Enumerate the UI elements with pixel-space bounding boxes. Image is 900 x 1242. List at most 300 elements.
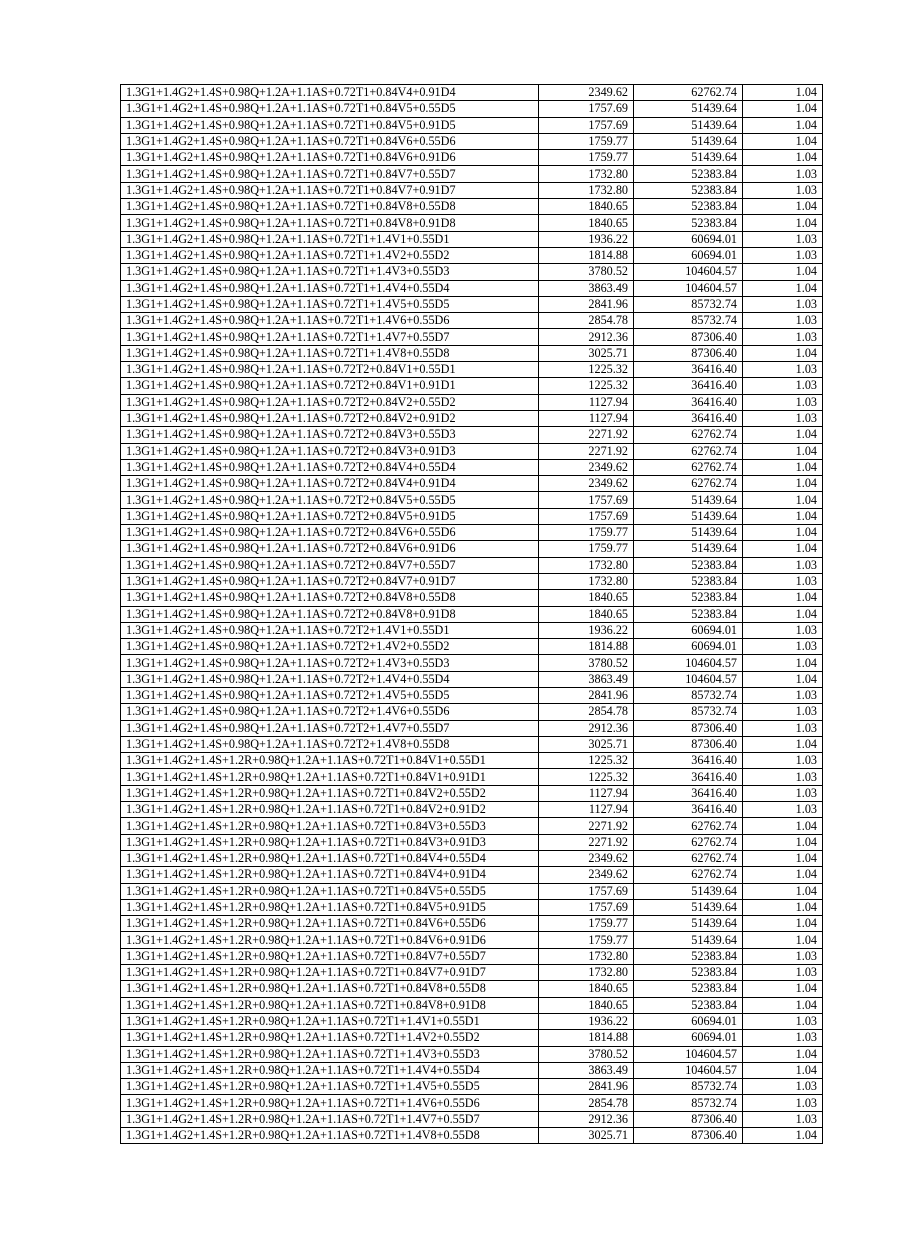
value-b-cell: 60694.01 <box>634 247 743 263</box>
combination-cell: 1.3G1+1.4G2+1.4S+1.2R+0.98Q+1.2A+1.1AS+0.72T1+1.4V7+0.55D7 <box>121 1111 539 1127</box>
table-row <box>121 1111 823 1127</box>
ratio-cell: 1.04 <box>743 590 823 606</box>
value-a-cell: 2349.62 <box>539 476 634 492</box>
ratio-cell: 1.04 <box>743 280 823 296</box>
table-row <box>121 916 823 932</box>
table-row <box>121 720 823 736</box>
value-a-cell: 3780.52 <box>539 1046 634 1062</box>
value-b-cell: 104604.57 <box>634 264 743 280</box>
value-a-cell: 1814.88 <box>539 1030 634 1046</box>
table-row <box>121 296 823 312</box>
ratio-cell: 1.04 <box>743 834 823 850</box>
table-row <box>121 850 823 866</box>
value-b-cell: 85732.74 <box>634 1079 743 1095</box>
value-a-cell: 1814.88 <box>539 247 634 263</box>
combination-cell: 1.3G1+1.4G2+1.4S+0.98Q+1.2A+1.1AS+0.72T2+0.84V5+0.91D5 <box>121 508 539 524</box>
table-row <box>121 1095 823 1111</box>
value-b-cell: 52383.84 <box>634 573 743 589</box>
ratio-cell: 1.04 <box>743 867 823 883</box>
value-b-cell: 51439.64 <box>634 932 743 948</box>
combination-cell: 1.3G1+1.4G2+1.4S+1.2R+0.98Q+1.2A+1.1AS+0.72T1+1.4V8+0.55D8 <box>121 1128 539 1144</box>
value-b-cell: 52383.84 <box>634 948 743 964</box>
combination-cell: 1.3G1+1.4G2+1.4S+0.98Q+1.2A+1.1AS+0.72T2+0.84V8+0.55D8 <box>121 590 539 606</box>
value-b-cell: 36416.40 <box>634 362 743 378</box>
ratio-cell: 1.03 <box>743 410 823 426</box>
value-b-cell: 60694.01 <box>634 639 743 655</box>
combination-cell: 1.3G1+1.4G2+1.4S+1.2R+0.98Q+1.2A+1.1AS+0.72T1+0.84V7+0.91D7 <box>121 965 539 981</box>
ratio-cell: 1.03 <box>743 1030 823 1046</box>
combination-cell: 1.3G1+1.4G2+1.4S+0.98Q+1.2A+1.1AS+0.72T1+0.84V7+0.91D7 <box>121 182 539 198</box>
value-b-cell: 62762.74 <box>634 476 743 492</box>
combination-cell: 1.3G1+1.4G2+1.4S+1.2R+0.98Q+1.2A+1.1AS+0.72T1+0.84V8+0.91D8 <box>121 997 539 1013</box>
table-row <box>121 492 823 508</box>
value-b-cell: 104604.57 <box>634 1062 743 1078</box>
table-row <box>121 997 823 1013</box>
value-a-cell: 1127.94 <box>539 802 634 818</box>
value-a-cell: 1225.32 <box>539 753 634 769</box>
value-b-cell: 62762.74 <box>634 818 743 834</box>
value-b-cell: 51439.64 <box>634 916 743 932</box>
value-b-cell: 104604.57 <box>634 1046 743 1062</box>
combination-cell: 1.3G1+1.4G2+1.4S+0.98Q+1.2A+1.1AS+0.72T2+0.84V2+0.91D2 <box>121 410 539 426</box>
table-row <box>121 639 823 655</box>
table-row <box>121 378 823 394</box>
value-b-cell: 51439.64 <box>634 150 743 166</box>
value-b-cell: 62762.74 <box>634 459 743 475</box>
combination-cell: 1.3G1+1.4G2+1.4S+1.2R+0.98Q+1.2A+1.1AS+0.72T1+0.84V6+0.55D6 <box>121 916 539 932</box>
ratio-cell: 1.03 <box>743 785 823 801</box>
ratio-cell: 1.04 <box>743 655 823 671</box>
value-a-cell: 1757.69 <box>539 508 634 524</box>
value-a-cell: 3780.52 <box>539 655 634 671</box>
value-a-cell: 1759.77 <box>539 133 634 149</box>
ratio-cell: 1.04 <box>743 883 823 899</box>
combination-cell: 1.3G1+1.4G2+1.4S+0.98Q+1.2A+1.1AS+0.72T1+0.84V8+0.91D8 <box>121 215 539 231</box>
value-b-cell: 62762.74 <box>634 834 743 850</box>
table-row <box>121 965 823 981</box>
value-b-cell: 62762.74 <box>634 85 743 101</box>
ratio-cell: 1.04 <box>743 117 823 133</box>
ratio-cell: 1.04 <box>743 997 823 1013</box>
table-row <box>121 622 823 638</box>
table-row <box>121 1030 823 1046</box>
value-b-cell: 85732.74 <box>634 687 743 703</box>
combination-cell: 1.3G1+1.4G2+1.4S+1.2R+0.98Q+1.2A+1.1AS+0.72T1+0.84V4+0.91D4 <box>121 867 539 883</box>
table-row <box>121 199 823 215</box>
ratio-cell: 1.04 <box>743 1046 823 1062</box>
combination-cell: 1.3G1+1.4G2+1.4S+1.2R+0.98Q+1.2A+1.1AS+0.72T1+0.84V2+0.55D2 <box>121 785 539 801</box>
value-b-cell: 52383.84 <box>634 997 743 1013</box>
ratio-cell: 1.04 <box>743 606 823 622</box>
value-b-cell: 85732.74 <box>634 1095 743 1111</box>
value-a-cell: 1759.77 <box>539 150 634 166</box>
value-a-cell: 1757.69 <box>539 492 634 508</box>
value-a-cell: 3780.52 <box>539 264 634 280</box>
table-row <box>121 573 823 589</box>
value-b-cell: 87306.40 <box>634 1111 743 1127</box>
value-a-cell: 3863.49 <box>539 280 634 296</box>
value-a-cell: 3863.49 <box>539 671 634 687</box>
value-a-cell: 1840.65 <box>539 981 634 997</box>
value-a-cell: 1732.80 <box>539 948 634 964</box>
combination-cell: 1.3G1+1.4G2+1.4S+1.2R+0.98Q+1.2A+1.1AS+0.72T1+0.84V1+0.55D1 <box>121 753 539 769</box>
combination-cell: 1.3G1+1.4G2+1.4S+0.98Q+1.2A+1.1AS+0.72T2+0.84V3+0.55D3 <box>121 427 539 443</box>
ratio-cell: 1.04 <box>743 459 823 475</box>
value-b-cell: 51439.64 <box>634 101 743 117</box>
value-b-cell: 85732.74 <box>634 313 743 329</box>
combination-cell: 1.3G1+1.4G2+1.4S+1.2R+0.98Q+1.2A+1.1AS+0.72T1+0.84V7+0.55D7 <box>121 948 539 964</box>
ratio-cell: 1.03 <box>743 720 823 736</box>
value-a-cell: 2841.96 <box>539 296 634 312</box>
value-b-cell: 52383.84 <box>634 981 743 997</box>
table-row <box>121 476 823 492</box>
ratio-cell: 1.03 <box>743 362 823 378</box>
value-a-cell: 1225.32 <box>539 378 634 394</box>
ratio-cell: 1.03 <box>743 1111 823 1127</box>
table-row <box>121 704 823 720</box>
value-b-cell: 36416.40 <box>634 410 743 426</box>
table-row <box>121 541 823 557</box>
ratio-cell: 1.04 <box>743 85 823 101</box>
combination-cell: 1.3G1+1.4G2+1.4S+0.98Q+1.2A+1.1AS+0.72T2+0.84V5+0.55D5 <box>121 492 539 508</box>
ratio-cell: 1.03 <box>743 394 823 410</box>
value-a-cell: 1814.88 <box>539 639 634 655</box>
combination-cell: 1.3G1+1.4G2+1.4S+0.98Q+1.2A+1.1AS+0.72T2+1.4V6+0.55D6 <box>121 704 539 720</box>
combination-cell: 1.3G1+1.4G2+1.4S+1.2R+0.98Q+1.2A+1.1AS+0.72T1+1.4V3+0.55D3 <box>121 1046 539 1062</box>
ratio-cell: 1.04 <box>743 133 823 149</box>
value-b-cell: 52383.84 <box>634 590 743 606</box>
combination-cell: 1.3G1+1.4G2+1.4S+0.98Q+1.2A+1.1AS+0.72T1+0.84V8+0.55D8 <box>121 199 539 215</box>
table-row <box>121 443 823 459</box>
value-b-cell: 51439.64 <box>634 117 743 133</box>
combination-cell: 1.3G1+1.4G2+1.4S+1.2R+0.98Q+1.2A+1.1AS+0.72T1+0.84V6+0.91D6 <box>121 932 539 948</box>
value-a-cell: 2271.92 <box>539 818 634 834</box>
table-row <box>121 769 823 785</box>
value-b-cell: 52383.84 <box>634 182 743 198</box>
table-row <box>121 1079 823 1095</box>
value-a-cell: 1759.77 <box>539 525 634 541</box>
table-row <box>121 1046 823 1062</box>
value-b-cell: 36416.40 <box>634 753 743 769</box>
combination-cell: 1.3G1+1.4G2+1.4S+0.98Q+1.2A+1.1AS+0.72T2+0.84V6+0.55D6 <box>121 525 539 541</box>
value-b-cell: 62762.74 <box>634 443 743 459</box>
ratio-cell: 1.04 <box>743 427 823 443</box>
table-row <box>121 247 823 263</box>
combination-cell: 1.3G1+1.4G2+1.4S+0.98Q+1.2A+1.1AS+0.72T2+0.84V1+0.55D1 <box>121 362 539 378</box>
combination-cell: 1.3G1+1.4G2+1.4S+1.2R+0.98Q+1.2A+1.1AS+0.72T1+0.84V5+0.91D5 <box>121 899 539 915</box>
value-a-cell: 2271.92 <box>539 834 634 850</box>
table-row <box>121 981 823 997</box>
value-b-cell: 51439.64 <box>634 883 743 899</box>
combination-cell: 1.3G1+1.4G2+1.4S+0.98Q+1.2A+1.1AS+0.72T1+0.84V4+0.91D4 <box>121 85 539 101</box>
value-a-cell: 2349.62 <box>539 459 634 475</box>
ratio-cell: 1.03 <box>743 1079 823 1095</box>
value-b-cell: 87306.40 <box>634 329 743 345</box>
combination-cell: 1.3G1+1.4G2+1.4S+1.2R+0.98Q+1.2A+1.1AS+0.72T1+1.4V5+0.55D5 <box>121 1079 539 1095</box>
load-combination-table <box>120 84 823 1144</box>
ratio-cell: 1.04 <box>743 916 823 932</box>
table-row <box>121 215 823 231</box>
value-a-cell: 2912.36 <box>539 1111 634 1127</box>
value-b-cell: 51439.64 <box>634 133 743 149</box>
value-a-cell: 2349.62 <box>539 85 634 101</box>
combination-cell: 1.3G1+1.4G2+1.4S+0.98Q+1.2A+1.1AS+0.72T2+1.4V1+0.55D1 <box>121 622 539 638</box>
ratio-cell: 1.04 <box>743 150 823 166</box>
ratio-cell: 1.03 <box>743 296 823 312</box>
value-a-cell: 1840.65 <box>539 606 634 622</box>
value-b-cell: 87306.40 <box>634 736 743 752</box>
combination-cell: 1.3G1+1.4G2+1.4S+0.98Q+1.2A+1.1AS+0.72T1+0.84V6+0.91D6 <box>121 150 539 166</box>
combination-cell: 1.3G1+1.4G2+1.4S+0.98Q+1.2A+1.1AS+0.72T1+1.4V6+0.55D6 <box>121 313 539 329</box>
value-a-cell: 1759.77 <box>539 541 634 557</box>
ratio-cell: 1.04 <box>743 199 823 215</box>
value-b-cell: 87306.40 <box>634 720 743 736</box>
table-row <box>121 1128 823 1144</box>
ratio-cell: 1.04 <box>743 541 823 557</box>
value-b-cell: 52383.84 <box>634 557 743 573</box>
ratio-cell: 1.03 <box>743 378 823 394</box>
value-b-cell: 60694.01 <box>634 622 743 638</box>
table-row <box>121 459 823 475</box>
value-a-cell: 1732.80 <box>539 557 634 573</box>
value-b-cell: 87306.40 <box>634 345 743 361</box>
table-row <box>121 117 823 133</box>
ratio-cell: 1.03 <box>743 1013 823 1029</box>
value-a-cell: 1759.77 <box>539 932 634 948</box>
combination-cell: 1.3G1+1.4G2+1.4S+0.98Q+1.2A+1.1AS+0.72T2+0.84V7+0.91D7 <box>121 573 539 589</box>
value-a-cell: 1840.65 <box>539 215 634 231</box>
table-row <box>121 834 823 850</box>
value-b-cell: 51439.64 <box>634 508 743 524</box>
table-row <box>121 133 823 149</box>
combination-cell: 1.3G1+1.4G2+1.4S+0.98Q+1.2A+1.1AS+0.72T1+1.4V5+0.55D5 <box>121 296 539 312</box>
ratio-cell: 1.03 <box>743 687 823 703</box>
table-row <box>121 85 823 101</box>
table-row <box>121 606 823 622</box>
value-b-cell: 60694.01 <box>634 231 743 247</box>
value-a-cell: 3863.49 <box>539 1062 634 1078</box>
value-b-cell: 104604.57 <box>634 671 743 687</box>
value-a-cell: 3025.71 <box>539 736 634 752</box>
ratio-cell: 1.03 <box>743 948 823 964</box>
table-row <box>121 948 823 964</box>
combination-cell: 1.3G1+1.4G2+1.4S+1.2R+0.98Q+1.2A+1.1AS+0.72T1+1.4V4+0.55D4 <box>121 1062 539 1078</box>
value-b-cell: 36416.40 <box>634 394 743 410</box>
ratio-cell: 1.03 <box>743 313 823 329</box>
value-a-cell: 2841.96 <box>539 687 634 703</box>
combination-cell: 1.3G1+1.4G2+1.4S+0.98Q+1.2A+1.1AS+0.72T1+0.84V5+0.91D5 <box>121 117 539 133</box>
combination-cell: 1.3G1+1.4G2+1.4S+0.98Q+1.2A+1.1AS+0.72T2+0.84V7+0.55D7 <box>121 557 539 573</box>
value-a-cell: 3025.71 <box>539 1128 634 1144</box>
combination-cell: 1.3G1+1.4G2+1.4S+0.98Q+1.2A+1.1AS+0.72T2+1.4V5+0.55D5 <box>121 687 539 703</box>
combination-cell: 1.3G1+1.4G2+1.4S+0.98Q+1.2A+1.1AS+0.72T1+1.4V3+0.55D3 <box>121 264 539 280</box>
combination-cell: 1.3G1+1.4G2+1.4S+0.98Q+1.2A+1.1AS+0.72T1+0.84V6+0.55D6 <box>121 133 539 149</box>
value-b-cell: 85732.74 <box>634 296 743 312</box>
combination-cell: 1.3G1+1.4G2+1.4S+1.2R+0.98Q+1.2A+1.1AS+0.72T1+0.84V4+0.55D4 <box>121 850 539 866</box>
combination-cell: 1.3G1+1.4G2+1.4S+0.98Q+1.2A+1.1AS+0.72T1+0.84V5+0.55D5 <box>121 101 539 117</box>
value-a-cell: 1732.80 <box>539 965 634 981</box>
value-b-cell: 60694.01 <box>634 1030 743 1046</box>
table-row <box>121 557 823 573</box>
table-row <box>121 427 823 443</box>
value-b-cell: 52383.84 <box>634 606 743 622</box>
value-a-cell: 1757.69 <box>539 883 634 899</box>
value-b-cell: 51439.64 <box>634 541 743 557</box>
combination-cell: 1.3G1+1.4G2+1.4S+0.98Q+1.2A+1.1AS+0.72T1+1.4V2+0.55D2 <box>121 247 539 263</box>
value-b-cell: 51439.64 <box>634 525 743 541</box>
value-b-cell: 104604.57 <box>634 280 743 296</box>
value-a-cell: 2841.96 <box>539 1079 634 1095</box>
value-b-cell: 36416.40 <box>634 802 743 818</box>
ratio-cell: 1.03 <box>743 166 823 182</box>
table-row <box>121 687 823 703</box>
table-row <box>121 329 823 345</box>
value-a-cell: 1840.65 <box>539 199 634 215</box>
value-a-cell: 1127.94 <box>539 785 634 801</box>
table-row <box>121 345 823 361</box>
combination-cell: 1.3G1+1.4G2+1.4S+0.98Q+1.2A+1.1AS+0.72T1+1.4V7+0.55D7 <box>121 329 539 345</box>
value-a-cell: 1936.22 <box>539 231 634 247</box>
combination-cell: 1.3G1+1.4G2+1.4S+1.2R+0.98Q+1.2A+1.1AS+0.72T1+0.84V8+0.55D8 <box>121 981 539 997</box>
value-b-cell: 52383.84 <box>634 965 743 981</box>
value-b-cell: 52383.84 <box>634 166 743 182</box>
combination-cell: 1.3G1+1.4G2+1.4S+1.2R+0.98Q+1.2A+1.1AS+0.72T1+0.84V5+0.55D5 <box>121 883 539 899</box>
ratio-cell: 1.04 <box>743 215 823 231</box>
ratio-cell: 1.04 <box>743 1128 823 1144</box>
value-b-cell: 104604.57 <box>634 655 743 671</box>
value-a-cell: 1840.65 <box>539 997 634 1013</box>
ratio-cell: 1.04 <box>743 850 823 866</box>
table-row <box>121 867 823 883</box>
combination-cell: 1.3G1+1.4G2+1.4S+0.98Q+1.2A+1.1AS+0.72T2+1.4V3+0.55D3 <box>121 655 539 671</box>
value-a-cell: 1732.80 <box>539 182 634 198</box>
table-row <box>121 1062 823 1078</box>
table-row <box>121 655 823 671</box>
value-b-cell: 52383.84 <box>634 215 743 231</box>
ratio-cell: 1.03 <box>743 802 823 818</box>
value-a-cell: 3025.71 <box>539 345 634 361</box>
value-b-cell: 60694.01 <box>634 1013 743 1029</box>
ratio-cell: 1.03 <box>743 622 823 638</box>
table-row <box>121 785 823 801</box>
combination-cell: 1.3G1+1.4G2+1.4S+0.98Q+1.2A+1.1AS+0.72T2+0.84V2+0.55D2 <box>121 394 539 410</box>
value-a-cell: 2912.36 <box>539 720 634 736</box>
combination-cell: 1.3G1+1.4G2+1.4S+0.98Q+1.2A+1.1AS+0.72T2+0.84V1+0.91D1 <box>121 378 539 394</box>
ratio-cell: 1.04 <box>743 899 823 915</box>
value-b-cell: 52383.84 <box>634 199 743 215</box>
ratio-cell: 1.04 <box>743 492 823 508</box>
combination-cell: 1.3G1+1.4G2+1.4S+1.2R+0.98Q+1.2A+1.1AS+0.72T1+1.4V6+0.55D6 <box>121 1095 539 1111</box>
ratio-cell: 1.04 <box>743 443 823 459</box>
value-a-cell: 1127.94 <box>539 394 634 410</box>
value-a-cell: 2854.78 <box>539 704 634 720</box>
value-b-cell: 62762.74 <box>634 850 743 866</box>
ratio-cell: 1.03 <box>743 704 823 720</box>
ratio-cell: 1.04 <box>743 1062 823 1078</box>
value-a-cell: 1936.22 <box>539 622 634 638</box>
table-row <box>121 231 823 247</box>
table-row <box>121 166 823 182</box>
ratio-cell: 1.04 <box>743 264 823 280</box>
ratio-cell: 1.03 <box>743 753 823 769</box>
ratio-cell: 1.04 <box>743 345 823 361</box>
combination-cell: 1.3G1+1.4G2+1.4S+0.98Q+1.2A+1.1AS+0.72T1+1.4V4+0.55D4 <box>121 280 539 296</box>
value-a-cell: 1757.69 <box>539 101 634 117</box>
table-row <box>121 508 823 524</box>
ratio-cell: 1.03 <box>743 769 823 785</box>
value-a-cell: 1732.80 <box>539 573 634 589</box>
value-b-cell: 51439.64 <box>634 899 743 915</box>
combination-cell: 1.3G1+1.4G2+1.4S+0.98Q+1.2A+1.1AS+0.72T2+1.4V2+0.55D2 <box>121 639 539 655</box>
table-row <box>121 182 823 198</box>
table-row <box>121 590 823 606</box>
value-a-cell: 1757.69 <box>539 899 634 915</box>
value-a-cell: 1759.77 <box>539 916 634 932</box>
table-row <box>121 883 823 899</box>
value-b-cell: 85732.74 <box>634 704 743 720</box>
table-row <box>121 802 823 818</box>
table-row <box>121 280 823 296</box>
ratio-cell: 1.04 <box>743 932 823 948</box>
page-body <box>120 84 823 1144</box>
ratio-cell: 1.04 <box>743 525 823 541</box>
table-row <box>121 394 823 410</box>
combination-cell: 1.3G1+1.4G2+1.4S+0.98Q+1.2A+1.1AS+0.72T1+1.4V8+0.55D8 <box>121 345 539 361</box>
combination-cell: 1.3G1+1.4G2+1.4S+1.2R+0.98Q+1.2A+1.1AS+0.72T1+0.84V2+0.91D2 <box>121 802 539 818</box>
combination-cell: 1.3G1+1.4G2+1.4S+1.2R+0.98Q+1.2A+1.1AS+0.72T1+1.4V2+0.55D2 <box>121 1030 539 1046</box>
ratio-cell: 1.03 <box>743 182 823 198</box>
combination-cell: 1.3G1+1.4G2+1.4S+0.98Q+1.2A+1.1AS+0.72T1+0.84V7+0.55D7 <box>121 166 539 182</box>
value-a-cell: 2349.62 <box>539 867 634 883</box>
combination-cell: 1.3G1+1.4G2+1.4S+0.98Q+1.2A+1.1AS+0.72T2+0.84V8+0.91D8 <box>121 606 539 622</box>
combination-cell: 1.3G1+1.4G2+1.4S+1.2R+0.98Q+1.2A+1.1AS+0.72T1+0.84V3+0.91D3 <box>121 834 539 850</box>
ratio-cell: 1.03 <box>743 329 823 345</box>
table-row <box>121 101 823 117</box>
value-a-cell: 1757.69 <box>539 117 634 133</box>
value-a-cell: 1936.22 <box>539 1013 634 1029</box>
value-b-cell: 51439.64 <box>634 492 743 508</box>
table-row <box>121 818 823 834</box>
table-row <box>121 264 823 280</box>
combination-cell: 1.3G1+1.4G2+1.4S+0.98Q+1.2A+1.1AS+0.72T2+0.84V3+0.91D3 <box>121 443 539 459</box>
ratio-cell: 1.04 <box>743 508 823 524</box>
combination-cell: 1.3G1+1.4G2+1.4S+1.2R+0.98Q+1.2A+1.1AS+0.72T1+0.84V1+0.91D1 <box>121 769 539 785</box>
value-a-cell: 2912.36 <box>539 329 634 345</box>
combination-cell: 1.3G1+1.4G2+1.4S+0.98Q+1.2A+1.1AS+0.72T2+1.4V7+0.55D7 <box>121 720 539 736</box>
table-row <box>121 932 823 948</box>
combination-cell: 1.3G1+1.4G2+1.4S+0.98Q+1.2A+1.1AS+0.72T2+1.4V4+0.55D4 <box>121 671 539 687</box>
table-row <box>121 313 823 329</box>
ratio-cell: 1.03 <box>743 557 823 573</box>
value-b-cell: 36416.40 <box>634 785 743 801</box>
value-a-cell: 2349.62 <box>539 850 634 866</box>
ratio-cell: 1.03 <box>743 1095 823 1111</box>
value-b-cell: 62762.74 <box>634 867 743 883</box>
value-a-cell: 1225.32 <box>539 362 634 378</box>
ratio-cell: 1.04 <box>743 476 823 492</box>
table-row <box>121 1013 823 1029</box>
table-row <box>121 899 823 915</box>
ratio-cell: 1.03 <box>743 639 823 655</box>
combination-cell: 1.3G1+1.4G2+1.4S+0.98Q+1.2A+1.1AS+0.72T2+0.84V4+0.55D4 <box>121 459 539 475</box>
combination-cell: 1.3G1+1.4G2+1.4S+0.98Q+1.2A+1.1AS+0.72T2+0.84V6+0.91D6 <box>121 541 539 557</box>
ratio-cell: 1.04 <box>743 671 823 687</box>
ratio-cell: 1.03 <box>743 231 823 247</box>
value-a-cell: 1840.65 <box>539 590 634 606</box>
value-a-cell: 1127.94 <box>539 410 634 426</box>
combination-cell: 1.3G1+1.4G2+1.4S+1.2R+0.98Q+1.2A+1.1AS+0.72T1+1.4V1+0.55D1 <box>121 1013 539 1029</box>
value-a-cell: 2854.78 <box>539 313 634 329</box>
